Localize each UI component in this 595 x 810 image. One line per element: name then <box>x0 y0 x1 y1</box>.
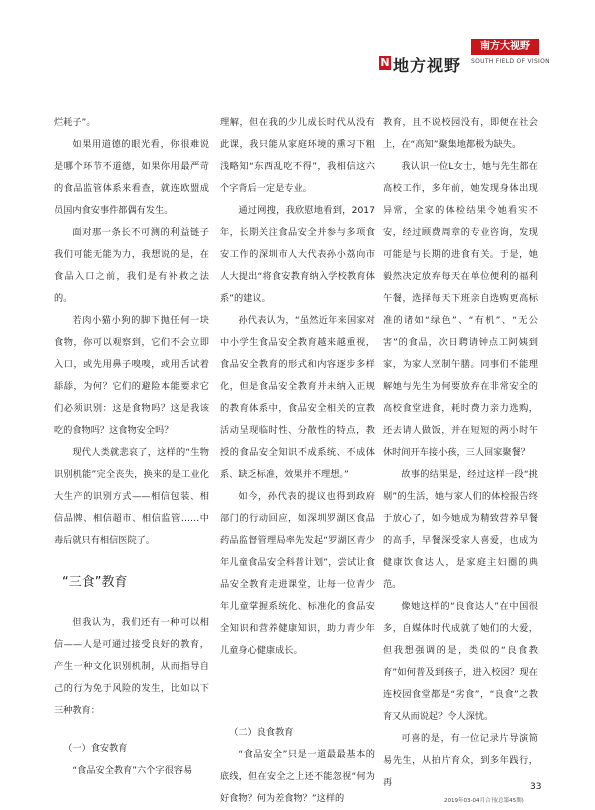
issue-info: 2019年03-04月合刊(总第45期) <box>444 798 524 804</box>
column-3 <box>383 112 538 794</box>
page-number: 33 <box>530 782 542 792</box>
paragraph: 孙代表认为，“虽然近年来国家对中小学生食品安全教育越来越重视，食品安全教育的形式和内容逐步多样化，但是食品安全教育并未纳入正规的教育体系中，食品安全相关的宣教活动呈现临时性、分散性的特点，教授的食品安全知识不成系统、不成体系、缺乏标准，效果并不理想。” <box>220 315 375 480</box>
paragraph: 教育，且不说校园没有，即便在社会上，在“高知”聚集地都极为缺失。 <box>383 117 538 150</box>
masthead <box>365 0 595 80</box>
logo-mark: N <box>380 56 390 69</box>
paragraph: 像她这样的“良食达人”在中国很多，自媒体时代成就了她们的大爱，但我想强调的是，类似的“良食教育”如何普及到孩子，进入校园？现在连校园食堂都是“劣食”，“良食”之教育又从而说起？令人深忧。 <box>383 601 538 722</box>
column-1 <box>54 112 209 782</box>
subsection-heading: （一）食安教育 <box>63 743 128 754</box>
subsection-heading: （二）良食教育 <box>229 727 294 738</box>
section-tag: 南方大视野 <box>471 39 539 55</box>
paragraph: 烂耗子”。 <box>54 117 96 128</box>
paragraph: 现代人类就悲哀了，这样的“生物识别机能”完全丧失，换来的是工业化大生产的识别方式——相信包装、相信品牌、相信超市、相信监管……中毒后就只有相信医院了。 <box>54 447 209 546</box>
column-2 <box>220 112 375 810</box>
paragraph: 理解，但在我的少儿成长时代从没有此课，我只能从家庭环境的熏习下粗浅略知“东西乱吃不得”，我相信这六个字背后一定是专业。 <box>220 117 375 194</box>
paragraph: 但我认为，我们还有一种可以相信——人是可通过接受良好的教育，产生一种文化识别机制，从而指导自己的行为免于风险的发生，比如以下三种教育： <box>54 617 209 716</box>
paragraph: “食品安全”只是一道最最基本的底线，但在安全之上还不能忽视“何为好食物？何为差食物？”这样的 <box>220 749 375 804</box>
paragraph: 如今，孙代表的提议也得到政府部门的行动回应，如深圳罗湖区食品药品监督管理局率先发起“罗湖区青少年儿童食品安全科普计划”，尝试让食品安全教育走进课堂，让每一位青少年儿童掌握系统化、标准化的食品安全知识和营养健康知识，助力青少年儿童身心健康成长。 <box>220 491 375 656</box>
brand-title: 地方视野 <box>393 56 462 75</box>
paragraph: “食品安全教育”六个字很容易 <box>72 765 193 776</box>
section-heading: “三食”教育 <box>62 575 128 590</box>
paragraph: 可喜的是，有一位记录片导演简易先生，从拍片育众，到多年践行，再 <box>383 733 538 788</box>
paragraph: 通过网搜，我欣慰地看到，2017年，长期关注食品安全并参与多项食安工作的深圳市人大代表孙小荔向市人大提出“将食安教育纳入学校教育体系”的建议。 <box>220 205 375 304</box>
section-tag-subtitle: SOUTH FIELD OF VISION <box>471 58 550 65</box>
paragraph: 我认识一位L女士，她与先生都在高校工作，多年前，她发现身体出现异常，全家的体检结果令她看实不安，经过顾费周章的专业咨询，发现可能是与长期的进食有关。于是，她毅然决定放弃每天在单位便利的福利午餐，选择每天下班亲自选购更高标准的诸如“绿色”、“有机”、“无公害”的食品，次日聘请钟点工阿姨到家，为家人烹制午膳。同事们不能理解她与先生为何要放弃在非常安全的高校食堂进食，耗时费力亲力选购，还去请人做饭，并在短短的两小时午休时间开车接小孩，三人回家聚餐？ <box>383 161 538 458</box>
paragraph: 故事的结果是，经过这样一段“挑剔”的生活，她与家人们的体检报告终于放心了，如今她成为精致营养早餐的高手，早餐深受家人喜爱，也成为健康饮食达人，是家庭主妇圈的典范。 <box>383 469 538 590</box>
paragraph: 面对那一条长不可测的利益链子我们可能无能为力，我想说的是，在食品入口之前，我们是有补救之法的。 <box>54 227 209 304</box>
paragraph: 若肉小猫小狗的脚下抛任何一块食物，你可以观察到，它们不会立即入口，或先用鼻子嗅嗅，或用舌试着舔舔，为何？它们的避险本能要求它们必须识别：这是食物吗？这是我该吃的食物吗？这食物安全吗？ <box>54 315 209 436</box>
paragraph: 如果用道德的眼光看，你很难说是哪个环节不道德，如果你用最严苛的食品监管体系来看查，就连欧盟成员国内食安事件都偶有发生。 <box>54 139 209 216</box>
